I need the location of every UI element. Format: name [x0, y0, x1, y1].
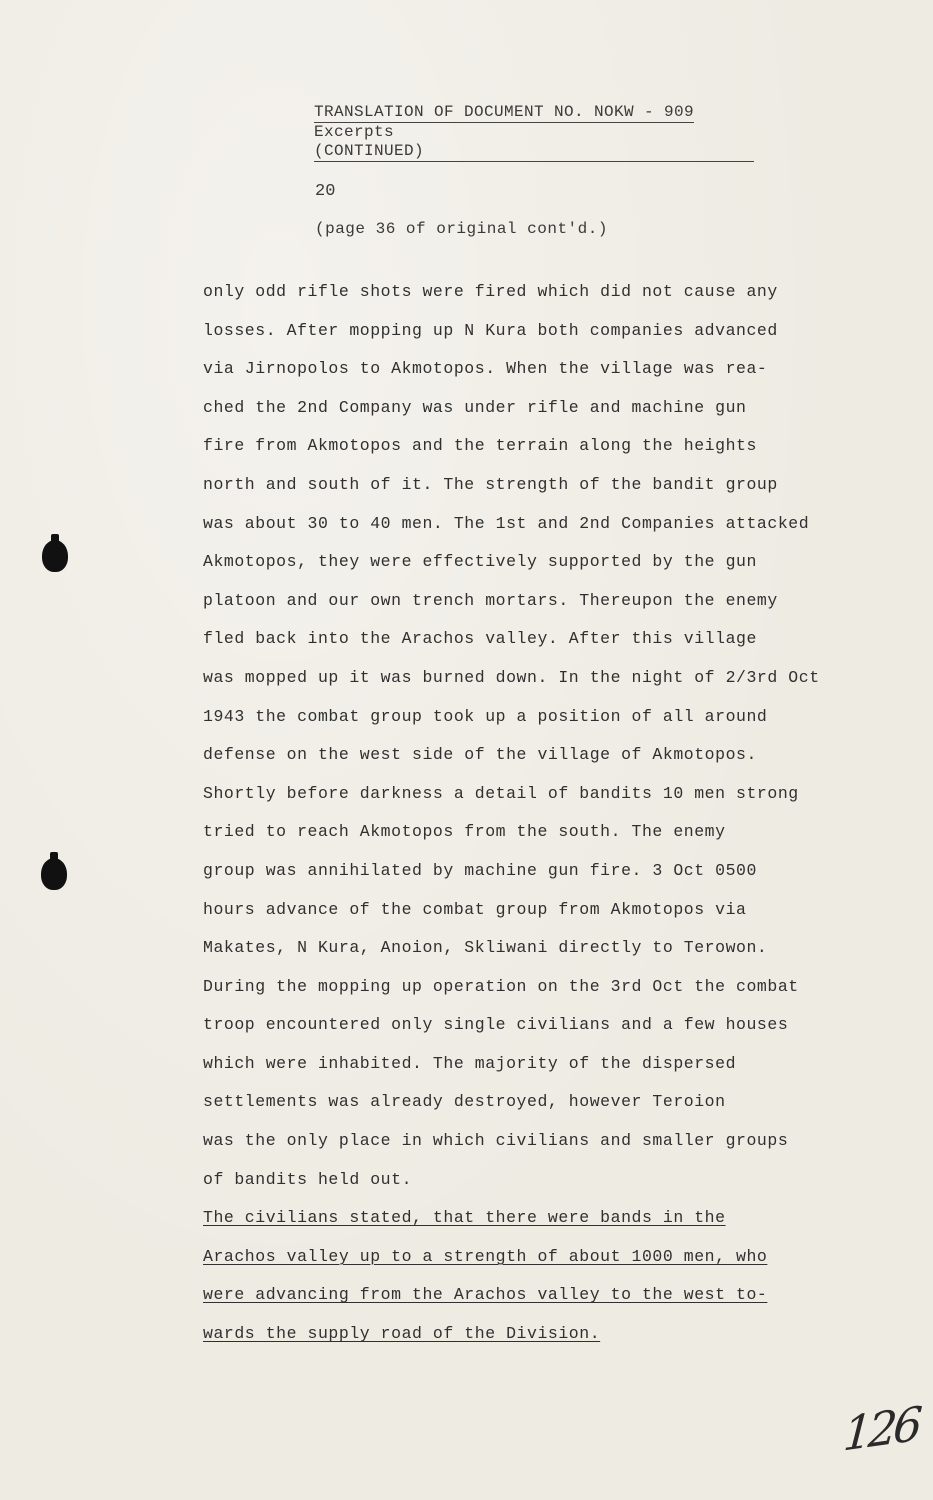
body-line: platoon and our own trench mortars. Thereupon the enemy [203, 590, 778, 610]
underlined-line [203, 1238, 893, 1277]
body-line: hours advance of the combat group from Akmotopos via [203, 899, 747, 919]
body-line: ched the 2nd Company was under rifle and machine gun [203, 397, 747, 417]
body-line: only odd rifle shots were fired which did not cause any [203, 282, 778, 301]
body-line: Shortly before darkness a detail of bandits 10 men strong [203, 783, 799, 803]
document-subtitle: Excerpts [314, 123, 395, 141]
body-line: which were inhabited. The majority of the dispersed [203, 1053, 737, 1073]
handwritten-page-number: 126 [841, 1396, 921, 1462]
page-note: (page 36 of original cont'd.) [315, 220, 608, 238]
body-line: troop encountered only single civilians and a few houses [203, 1015, 789, 1035]
body-line: group was annihilated by machine gun fire. 3 Oct 0500 [203, 860, 757, 880]
body-line: fire from Akmotopos and the terrain along the heights [203, 436, 757, 456]
body-line: via Jirnopolos to Akmotopos. When the village was rea- [203, 359, 768, 379]
body-line: fled back into the Arachos valley. After this village [203, 629, 757, 649]
underlined-text: The civilians stated, that there were bands in the [203, 1208, 726, 1228]
document-title: TRANSLATION OF DOCUMENT NO. NOKW - 909 [314, 103, 695, 121]
body-line: settlements was already destroyed, however Teroion [203, 1092, 726, 1112]
document-header [314, 103, 754, 162]
body-line: north and south of it. The strength of the bandit group [203, 474, 778, 494]
body-line: During the mopping up operation on the 3rd Oct the combat [203, 976, 799, 996]
body-line: losses. After mopping up N Kura both companies advanced [203, 320, 778, 340]
underlined-line [203, 1276, 893, 1315]
body-line: 1943 the combat group took up a position of all around [203, 706, 768, 726]
punch-hole-icon [42, 540, 68, 572]
underlined-text: Arachos valley up to a strength of about 1000 men, who [203, 1246, 768, 1266]
underlined-line [203, 1199, 893, 1238]
body-line: defense on the west side of the village of Akmotopos. [203, 745, 757, 765]
body-line: tried to reach Akmotopos from the south. The enemy [203, 822, 726, 842]
body-line: of bandits held out. [203, 1169, 413, 1189]
punch-hole-icon [41, 858, 67, 890]
body-text [203, 273, 893, 1354]
underlined-text: wards the supply road of the Division. [203, 1324, 601, 1344]
body-line: was about 30 to 40 men. The 1st and 2nd Companies attacked [203, 513, 810, 533]
underlined-text: were advancing from the Arachos valley to the west to- [203, 1285, 768, 1305]
body-line: Akmotopos, they were effectively supported by the gun [203, 552, 757, 572]
body-line: was the only place in which civilians and smaller groups [203, 1131, 789, 1151]
page-number: 20 [315, 182, 336, 201]
continued-label: (CONTINUED) [314, 142, 754, 162]
body-line: Makates, N Kura, Anoion, Skliwani directly to Terowon. [203, 938, 768, 958]
body-line: was mopped up it was burned down. In the night of 2/3rd Oct [203, 667, 820, 687]
underlined-line [203, 1315, 893, 1354]
